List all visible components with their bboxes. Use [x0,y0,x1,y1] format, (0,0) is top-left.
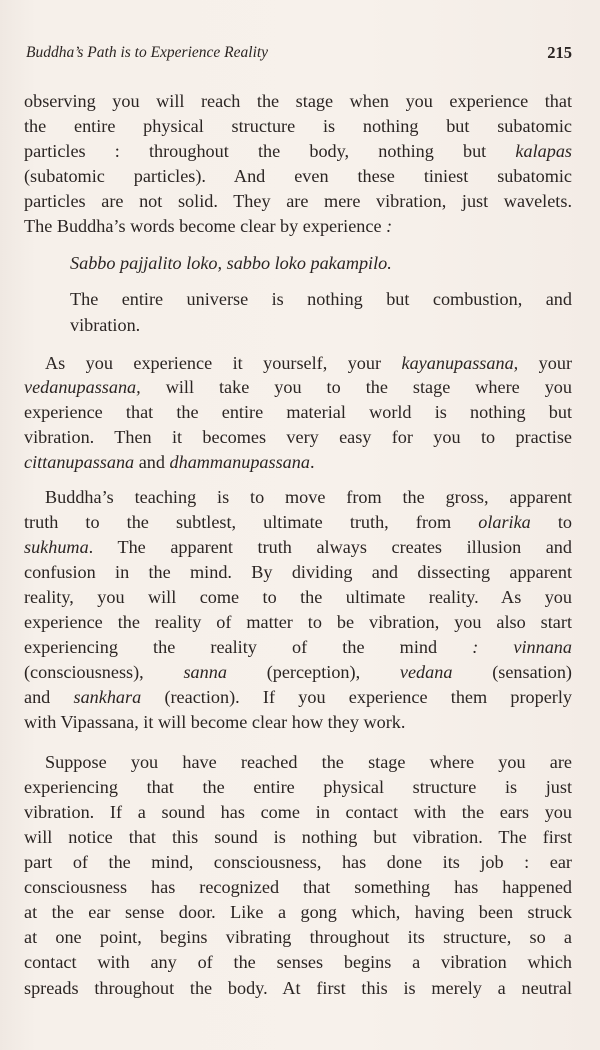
text-line [24,976,572,1001]
italic-term: kalapas [515,140,572,161]
text-line [24,950,572,975]
text-segment: will notice that this sound is nothing but vibration. The first [24,826,572,847]
text-segment: experience the reality of matter to be vibration, you also start [24,611,572,632]
text-line [24,425,572,450]
text-segment: Buddha’s teaching is to move from the gross, apparent [45,486,572,507]
italic-term: : vinnana [472,636,572,657]
text-line [24,775,572,800]
italic-term: Sabbo pajjalito loko, sabbo loko pakampilo. [70,252,392,273]
text-line [24,114,572,139]
text-segment: confusion in the mind. By dividing and dissecting apparent [24,561,572,582]
text-line [24,800,572,825]
italic-term: olarika [478,511,531,532]
text-segment: the entire physical structure is nothing but subatomic [24,115,572,136]
text-line [24,164,572,189]
text-segment: experiencing that the entire physical structure is just [24,776,572,797]
text-line [24,450,572,475]
text-line [24,610,572,635]
text-line [24,560,572,585]
page-number: 215 [547,43,572,62]
text-segment: . [309,451,315,472]
text-line [24,400,572,425]
text-line [24,900,572,925]
italic-term: dhammanupassana [169,451,310,472]
text-line [24,660,572,685]
text-segment: consciousness has recognized that something has happened [24,876,572,897]
quotation-line [70,251,572,276]
text-line [24,535,572,560]
text-line [24,585,572,610]
text-segment: (subatomic particles). And even these tiniest subatomic [24,165,572,186]
text-segment: and [24,686,74,707]
text-segment: your [518,352,573,373]
text-line [24,850,572,875]
italic-term: sukhuma [24,536,89,557]
text-line [24,875,572,900]
italic-term: vedana [399,661,453,682]
text-segment: (consciousness), [24,661,184,682]
text-segment: vibration. Then it becomes very easy for you to practise [24,426,572,447]
text-line [24,825,572,850]
text-line [24,685,572,710]
quotation-line [70,287,572,312]
text-line [24,925,572,950]
text-line [45,485,572,510]
text-segment: (sensation) [452,661,572,682]
text-segment: at one point, begins vibrating throughout its structure, so a [24,926,572,947]
text-segment: with Vipassana, it will become clear how they work. [24,711,406,732]
text-line [45,750,572,775]
text-segment: will take you to the stage where you [140,376,572,397]
text-line [24,375,572,400]
italic-term: vedanupassana, [24,376,141,397]
text-line [24,189,572,214]
text-line [24,710,572,735]
quotation-line [70,313,572,338]
text-segment: observing you will reach the stage when you experience that [24,90,572,111]
text-line [24,510,572,535]
text-segment: and [134,451,170,472]
text-segment: . The apparent truth always creates illusion and [88,536,572,557]
text-line [24,89,572,114]
text-line [24,139,572,164]
italic-term: kayanupassana, [401,352,519,373]
text-segment: particles : throughout the body, nothing but [24,140,516,161]
italic-term: : [386,215,393,236]
text-segment: The entire universe is nothing but combustion, and [70,288,572,309]
text-segment: (reaction). If you experience them properly [141,686,572,707]
text-segment: reality, you will come to the ultimate reality. As you [24,586,572,607]
text-segment: vibration. [70,314,141,335]
text-segment: As you experience it yourself, your [45,352,402,373]
italic-term: cittanupassana [24,451,135,472]
text-line [24,635,572,660]
italic-term: sankhara [73,686,142,707]
chapter-title: Buddha’s Path is to Experience Reality [26,44,269,61]
text-segment: part of the mind, consciousness, has done its job : ear [24,851,572,872]
text-segment: truth to the subtlest, ultimate truth, from [24,511,479,532]
text-segment: contact with any of the senses begins a vibration which [24,951,572,972]
italic-term: sanna [183,661,227,682]
text-segment: experience that the entire material world is nothing but [24,401,572,422]
text-segment: at the ear sense door. Like a gong which, having been struck [24,901,572,922]
text-segment: (perception), [226,661,400,682]
text-segment: vibration. If a sound has come in contact with the ears you [24,801,572,822]
text-segment: experiencing the reality of the mind [24,636,473,657]
text-segment: to [530,511,573,532]
text-segment: The Buddha’s words become clear by experience [24,215,387,236]
text-segment: particles are not solid. They are mere vibration, just wavelets. [24,190,572,211]
text-segment: Suppose you have reached the stage where you are [45,751,572,772]
text-segment: spreads throughout the body. At first this is merely a neutral [24,977,572,998]
text-line [24,214,572,239]
text-line [45,351,572,376]
